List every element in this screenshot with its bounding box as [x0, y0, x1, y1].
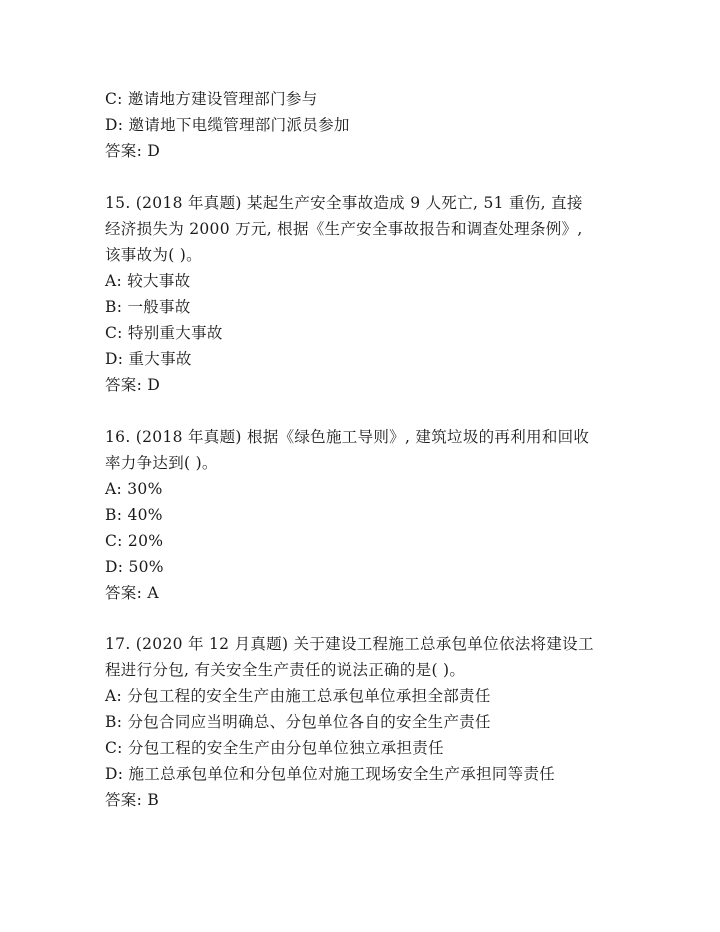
- q14-answer: 答案: D: [105, 142, 161, 160]
- q16-option-d: D: 50%: [105, 558, 164, 576]
- q16-stem-line2: 率力争达到( )。: [105, 454, 218, 472]
- q17-option-d: D: 施工总承包单位和分包单位对施工现场安全生产承担同等责任: [105, 765, 556, 783]
- q16-option-c: C: 20%: [105, 532, 164, 550]
- q16-answer: 答案: A: [105, 584, 159, 602]
- q15-answer: 答案: D: [105, 376, 161, 394]
- q16-option-a: A: 30%: [105, 480, 163, 498]
- q16-option-b: B: 40%: [105, 506, 163, 524]
- q15-option-a: A: 较大事故: [105, 272, 191, 290]
- q17-option-b: B: 分包合同应当明确总、分包单位各自的安全生产责任: [105, 713, 491, 731]
- q15-stem-line3: 该事故为( )。: [105, 246, 202, 264]
- q15-option-b: B: 一般事故: [105, 298, 191, 316]
- q15-stem-line1: 15. (2018 年真题) 某起生产安全事故造成 9 人死亡, 51 重伤, 直接: [105, 194, 583, 212]
- q15-stem-line2: 经济损失为 2000 万元, 根据《生产安全事故报告和调查处理条例》,: [105, 220, 583, 238]
- q17-option-a: A: 分包工程的安全生产由施工总承包单位承担全部责任: [105, 687, 491, 705]
- q15-option-d: D: 重大事故: [105, 350, 192, 368]
- q14-option-d: D: 邀请地下电缆管理部门派员参加: [105, 116, 350, 134]
- q17-answer: 答案: B: [105, 791, 160, 809]
- q17-option-c: C: 分包工程的安全生产由分包单位独立承担责任: [105, 739, 444, 757]
- q14-option-c: C: 邀请地方建设管理部门参与: [105, 90, 318, 108]
- q16-stem-line1: 16. (2018 年真题) 根据《绿色施工导则》, 建筑垃圾的再利用和回收: [105, 428, 590, 446]
- q17-stem-line2: 程进行分包, 有关安全生产责任的说法正确的是( )。: [105, 661, 466, 679]
- q15-option-c: C: 特别重大事故: [105, 324, 223, 342]
- q17-stem-line1: 17. (2020 年 12 月真题) 关于建设工程施工总承包单位依法将建设工: [105, 635, 594, 653]
